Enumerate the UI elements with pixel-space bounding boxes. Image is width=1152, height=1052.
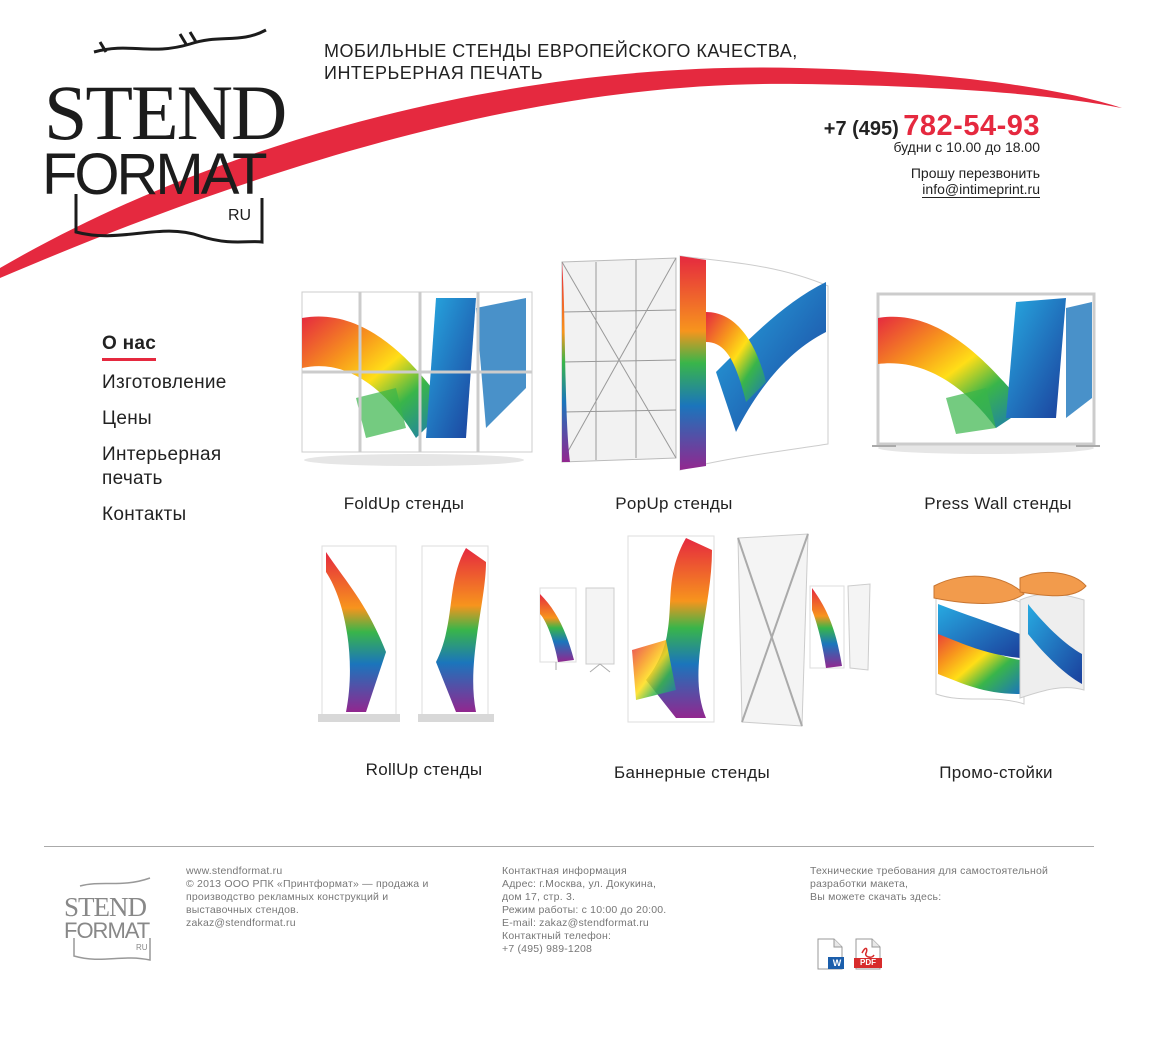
phone-number: 782-54-93 <box>903 110 1040 142</box>
promo-stand-image[interactable] <box>924 564 1094 714</box>
product-label-rollup[interactable]: RollUp стенды <box>365 760 483 779</box>
footer-contact-email[interactable]: E-mail: zakaz@stendformat.ru <box>502 917 649 929</box>
logo[interactable] <box>40 22 302 262</box>
product-label-popup[interactable]: PopUp стенды <box>615 494 733 513</box>
footer-address-line2: дом 17, стр. 3. <box>502 891 576 903</box>
footer-copyright-line2: производство рекламных конструкций и <box>186 891 389 903</box>
footer-phone-label: Контактный телефон: <box>502 930 612 942</box>
tagline <box>324 40 798 84</box>
product-label-banner[interactable]: Баннерные стенды <box>614 763 770 782</box>
footer-divider <box>44 846 1094 847</box>
footer-req-line2: разработки макета, <box>810 878 909 890</box>
foldup-stand-image[interactable] <box>296 288 536 468</box>
rollup-stand-image[interactable] <box>316 542 496 728</box>
presswall-stand-image[interactable] <box>866 288 1106 458</box>
footer-email-link[interactable]: zakaz@stendformat.ru <box>186 917 296 929</box>
footer-site-link[interactable]: www.stendformat.ru <box>186 865 283 877</box>
phone-prefix: +7 (495) <box>823 118 899 140</box>
word-badge: W <box>832 958 842 968</box>
footer-logo-suffix: RU <box>136 943 148 952</box>
popup-stand-image[interactable] <box>556 252 836 474</box>
footer-copyright-line1: © 2013 ООО РПК «Принтформат» — продажа и <box>186 878 429 890</box>
product-label-presswall[interactable]: Press Wall стенды <box>924 494 1072 513</box>
logo-line2: FORMAT <box>42 142 265 207</box>
nav-item-about[interactable]: О нас <box>102 332 156 361</box>
footer-work-hours: Режим работы: с 10:00 до 20:00. <box>502 904 667 916</box>
nav-item-contacts[interactable]: Контакты <box>102 504 187 525</box>
work-hours: будни с 10.00 до 18.00 <box>893 139 1040 155</box>
callback-link[interactable]: Прошу перезвонить <box>910 165 1040 181</box>
logo-line1: STEND <box>44 69 286 156</box>
product-label-foldup[interactable]: FoldUp стенды <box>343 494 465 513</box>
tagline-line2: ИНТЕРЬЕРНАЯ ПЕЧАТЬ <box>324 63 544 83</box>
product-label-promo[interactable]: Промо-стойки <box>939 763 1053 782</box>
tagline-line1: МОБИЛЬНЫЕ СТЕНДЫ ЕВРОПЕЙСКОГО КАЧЕСТВА, <box>324 41 798 61</box>
nav-item-prices[interactable]: Цены <box>102 408 152 429</box>
footer-logo-line2: FORMAT <box>64 918 150 943</box>
nav-item-interior-print[interactable]: Интерьерная печать <box>102 444 222 489</box>
footer-contact-heading: Контактная информация <box>502 865 627 877</box>
footer-req-line3: Вы можете скачать здесь: <box>810 891 942 903</box>
footer-contact-info <box>502 865 742 956</box>
header-email-link[interactable]: info@intimeprint.ru <box>922 181 1040 197</box>
footer-company-info <box>186 865 466 930</box>
nav-item-production[interactable]: Изготовление <box>102 372 227 393</box>
contact-block <box>824 110 1040 199</box>
logo-suffix: RU <box>228 207 252 224</box>
pdf-doc-icon[interactable] <box>852 937 884 971</box>
banner-stand-image[interactable] <box>536 530 876 730</box>
footer-logo[interactable] <box>62 876 162 966</box>
footer-downloads <box>810 865 1090 904</box>
footer-address-line1: Адрес: г.Москва, ул. Докукина, <box>502 878 657 890</box>
main-nav <box>102 332 252 539</box>
footer-logo-line1: STEND <box>64 892 146 922</box>
footer-copyright-line3: выставочных стендов. <box>186 904 299 916</box>
footer-req-line1: Технические требования для самостоятельной <box>810 865 1049 877</box>
pdf-badge: PDF <box>860 958 876 967</box>
word-doc-icon[interactable] <box>814 937 846 971</box>
footer-phone[interactable]: +7 (495) 989-1208 <box>502 943 593 955</box>
